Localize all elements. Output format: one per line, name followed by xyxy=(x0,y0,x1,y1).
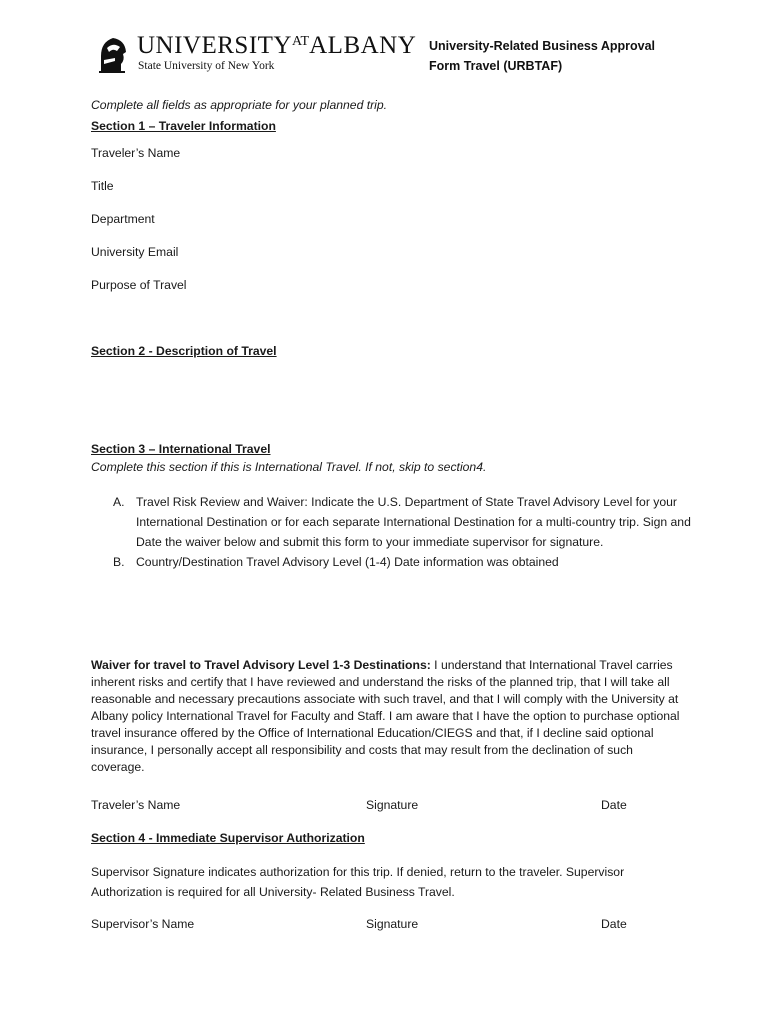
title-field[interactable]: Title xyxy=(91,179,114,193)
waiver-text: I understand that International Travel carries inherent risks and certify that I have reviewed and understand the risks of the planned trip, that I will take all reasonable and necessary precautions associate with such travel, and that I will comply with the University at Albany policy International Travel for Faculty and Staff. I am aware that I have the option to purchase optional travel insurance offered by the Office of International Education/CIEGS and that, if I decline said optional insurance, I personally accept all responsibility and costs that may result from the declination of such coverage. xyxy=(91,658,680,774)
form-title-line-2: Form Travel (URBTAF) xyxy=(429,59,563,73)
section-3-list xyxy=(113,492,693,572)
logo-wordmark xyxy=(137,32,416,60)
supervisor-name-field[interactable]: Supervisor’s Name xyxy=(91,917,195,931)
traveler-name-sign-field[interactable]: Traveler’s Name xyxy=(91,798,181,812)
waiver-paragraph xyxy=(91,657,686,776)
form-title xyxy=(429,36,729,76)
supervisor-signature-field[interactable]: Signature xyxy=(366,917,419,931)
department-field[interactable]: Department xyxy=(91,212,155,226)
list-item-a xyxy=(113,492,693,552)
list-item-text: Travel Risk Review and Waiver: Indicate the U.S. Department of State Travel Advisory Level for your International Destination or for each separate International Destination for a multi-country trip. Sign and Date the waiver below and submit this form to your immediate supervisor for signature. xyxy=(136,495,691,549)
section-1-heading: Section 1 – Traveler Information xyxy=(91,119,276,133)
logo-subtitle: State University of New York xyxy=(138,60,275,72)
traveler-signature-field[interactable]: Signature xyxy=(366,798,419,812)
logo-albany-text: ALBANY xyxy=(309,32,417,59)
section-4-text: Supervisor Signature indicates authorization for this trip. If denied, return to the traveler. Supervisor Authorization is required for all University- Related Business Travel. xyxy=(91,865,625,899)
logo-at-text: AT xyxy=(292,34,310,49)
waiver-heading: Waiver for travel to Travel Advisory Level 1-3 Destinations: xyxy=(91,658,431,672)
supervisor-date-field[interactable]: Date xyxy=(601,917,627,931)
form-title-line-1: University-Related Business Approval xyxy=(429,39,655,53)
section-2-heading: Section 2 - Description of Travel xyxy=(91,344,277,358)
traveler-date-field[interactable]: Date xyxy=(601,798,627,812)
section-4-heading: Section 4 - Immediate Supervisor Authorization xyxy=(91,831,365,845)
list-item-text: Country/Destination Travel Advisory Level (1-4) Date information was obtained xyxy=(136,555,559,569)
university-email-field[interactable]: University Email xyxy=(91,245,179,259)
list-marker: B. xyxy=(113,555,125,569)
intro-instruction: Complete all fields as appropriate for your planned trip. xyxy=(91,98,388,112)
university-logo xyxy=(95,34,415,76)
logo-university-text: UNIVERSITY xyxy=(137,32,292,59)
purpose-of-travel-field[interactable]: Purpose of Travel xyxy=(91,278,187,292)
list-item-b[interactable] xyxy=(113,552,693,572)
section-3-instruction: Complete this section if this is International Travel. If not, skip to section4. xyxy=(91,460,487,474)
travelers-name-field[interactable]: Traveler’s Name xyxy=(91,146,181,160)
list-marker: A. xyxy=(113,495,125,509)
section-3-heading: Section 3 – International Travel xyxy=(91,442,271,456)
minerva-seal-icon xyxy=(95,34,131,74)
